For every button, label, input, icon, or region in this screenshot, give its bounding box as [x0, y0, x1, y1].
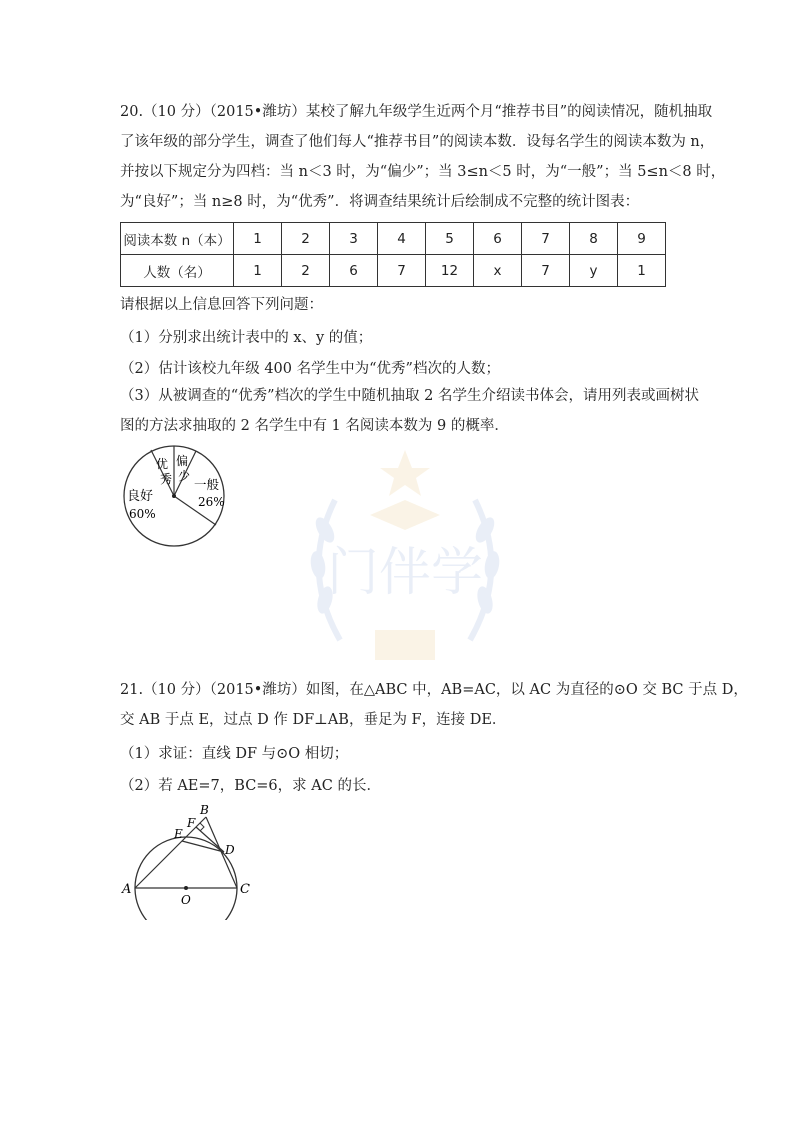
point-label-f: F [187, 816, 196, 830]
q20-line-3: 并按以下规定分为四档：当 n＜3 时，为“偏少”；当 3≤n＜5 时，为“一般”；当 5≤n＜8 时， [120, 164, 726, 180]
table-cell: 1 [618, 255, 666, 287]
table-header-count: 人数（名） [121, 255, 234, 287]
point-label-b: B [200, 803, 209, 817]
right-angle-mark [200, 823, 204, 831]
center-o-dot [184, 886, 188, 890]
table-cell: 7 [378, 255, 426, 287]
q20-line-2: 了该年级的部分学生，调查了他们每人“推荐书目”的阅读本数．设每名学生的阅读本数为 n， [120, 134, 715, 150]
table-cell: 1 [234, 255, 282, 287]
table-row [121, 255, 666, 287]
q20-line-1: 20.（10 分）（2015•潍坊）某校了解九年级学生近两个月“推荐书目”的阅读情况，随机抽取 [120, 104, 713, 120]
q21-sub1: （1）求证：直线 DF 与⊙O 相切； [120, 746, 349, 762]
point-label-c: C [240, 882, 250, 897]
q20-sub2: （2）估计该校九年级 400 名学生中为“优秀”档次的人数； [120, 361, 500, 377]
q21-stem [120, 675, 748, 735]
q21-line-2: 交 AB 于点 E，过点 D 作 DF⊥AB，垂足为 F，连接 DE． [120, 712, 507, 728]
table-cell: x [474, 255, 522, 287]
geometry-figure [112, 800, 262, 920]
q20-line-4: 为“良好”；当 n≥8 时，为“优秀”．将调查结果统计后绘制成不完整的统计图表： [120, 194, 640, 210]
q21-sub2: （2）若 AE=7，BC=6，求 AC 的长． [120, 778, 381, 794]
table-cell: 1 [234, 223, 282, 255]
table-cell: 9 [618, 223, 666, 255]
pie-label-yiban: 一般 [194, 477, 220, 492]
table-cell: 7 [522, 255, 570, 287]
table-cell: 8 [570, 223, 618, 255]
segment-ab [135, 817, 206, 888]
table-header-books: 阅读本数 n（本） [121, 223, 234, 255]
pie-label-youxiu-1: 优 [156, 457, 169, 471]
watermark-logo [280, 440, 530, 690]
q20-sub1: （1）分别求出统计表中的 x、y 的值； [120, 330, 373, 346]
q20-sub3-line-2: 图的方法求抽取的 2 名学生中有 1 名阅读本数为 9 的概率． [120, 418, 509, 434]
point-label-o: O [181, 893, 191, 907]
table-cell: 2 [282, 255, 330, 287]
pie-label-youxiu-2: 秀 [160, 472, 173, 486]
table-cell: y [570, 255, 618, 287]
table-cell: 4 [378, 223, 426, 255]
pie-label-yiban-pct: 26% [198, 495, 225, 509]
pie-center [172, 494, 176, 498]
q20-stem [120, 97, 726, 217]
table-row [121, 223, 666, 255]
point-label-d: D [225, 843, 235, 857]
table-cell: 2 [282, 223, 330, 255]
q20-sub3-line-1: （3）从被调查的“优秀”档次的学生中随机抽取 2 名学生介绍读书体会，请用列表或画树状 [120, 388, 699, 404]
table-cell: 6 [474, 223, 522, 255]
pie-label-pianshao-1: 偏 [176, 454, 189, 468]
table-cell: 7 [522, 223, 570, 255]
table-cell: 3 [330, 223, 378, 255]
watermark-text: 门伴学 [326, 543, 484, 603]
pie-label-pianshao-2: 少 [178, 469, 191, 483]
table-cell: 6 [330, 255, 378, 287]
q20-prompt: 请根据以上信息回答下列问题： [120, 297, 323, 313]
pie-label-lianghao: 良好 [127, 489, 154, 504]
table-cell: 5 [426, 223, 474, 255]
table-cell: 12 [426, 255, 474, 287]
point-label-a: A [122, 882, 132, 897]
pie-chart-figure [118, 443, 243, 551]
reading-stats-table [120, 222, 666, 287]
q20-sub3 [120, 381, 699, 441]
q21-line-1: 21.（10 分）（2015•潍坊）如图，在△ABC 中，AB=AC，以 AC 为直径的⊙O 交 BC 于点 D， [120, 682, 748, 698]
point-label-e: E [174, 827, 183, 841]
pie-label-lianghao-pct: 60% [129, 507, 156, 521]
